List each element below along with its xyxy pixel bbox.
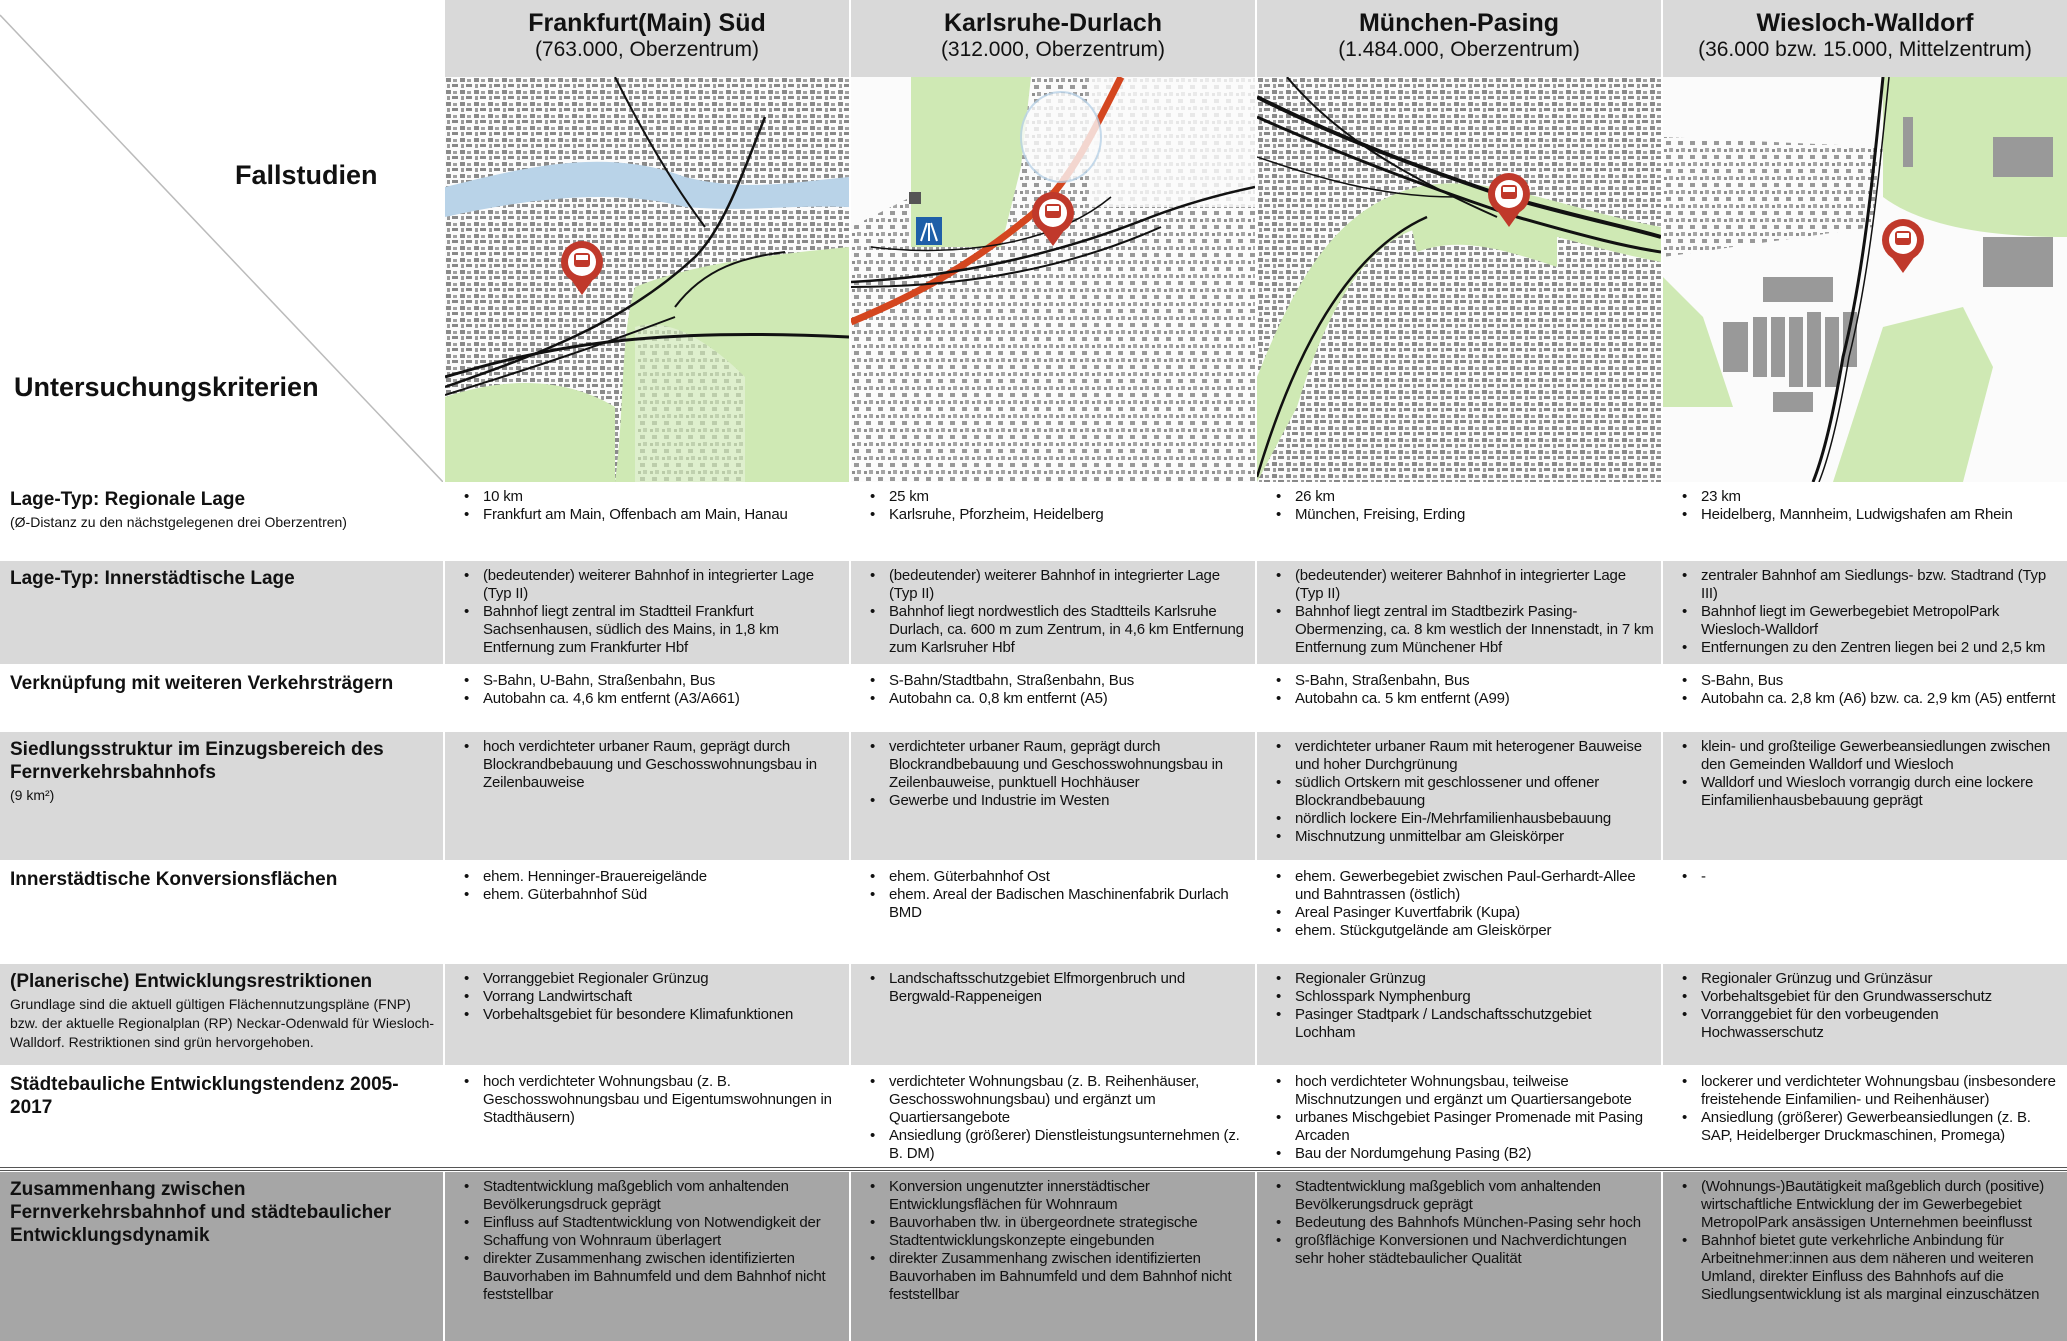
- bullet-item: • Bau der Nordumgehung Pasing (B2): [1295, 1145, 1655, 1163]
- bullet-list: [1267, 672, 1655, 708]
- bullet-item: • hoch verdichteter Wohnungsbau, teilweise Mischnutzungen und ergänzt um Quartiersangebote: [1295, 1073, 1655, 1109]
- bullet-list: [1673, 970, 2061, 1042]
- bullet-item: • Vorrang Landwirtschaft: [483, 988, 843, 1006]
- case-value-cell: [445, 732, 849, 860]
- bullet-item: • großflächige Konversionen und Nachverdichtungen sehr hoher städtebaulicher Qualität: [1295, 1232, 1655, 1268]
- case-value-cell: [1663, 862, 2067, 962]
- bullet-item: • S-Bahn, Straßenbahn, Bus: [1295, 672, 1655, 690]
- bullet-item: • S-Bahn/Stadtbahn, Straßenbahn, Bus: [889, 672, 1249, 690]
- case-value-cell: [851, 482, 1255, 559]
- case-value-cell: [1257, 732, 1661, 860]
- bullet-list: [1267, 1178, 1655, 1268]
- bullet-list: [861, 567, 1249, 657]
- map-wiesloch: [1663, 77, 2067, 482]
- case-value-cell: [1663, 482, 2067, 559]
- bullet-item: • Einfluss auf Stadtentwicklung von Notwendigkeit der Schaffung von Wohnraum überlagert: [483, 1214, 843, 1250]
- criteria-row: [0, 732, 2067, 860]
- case-value-cell: [1257, 482, 1661, 559]
- bullet-item: • ehem. Henninger-Brauereigelände: [483, 868, 843, 886]
- bullet-item: • hoch verdichteter urbaner Raum, geprägt durch Blockrandbebauung und Geschosswohnungsbau in Zeilenbauweise: [483, 738, 843, 792]
- case-value-cell: [851, 862, 1255, 962]
- criterion-title: Zusammenhang zwischen Fernverkehrsbahnhof und städtebaulicher Entwicklungsdynamik: [10, 1179, 392, 1246]
- bullet-item: • verdichteter urbaner Raum mit heterogener Bauweise und hoher Durchgrünung: [1295, 738, 1655, 774]
- bullet-item: • hoch verdichteter Wohnungsbau (z. B. Geschosswohnungsbau und Eigentumswohnungen in Stadthäusern): [483, 1073, 843, 1127]
- case-value-cell: [1663, 964, 2067, 1065]
- criterion-title: Lage-Typ: Innerstädtische Lage: [10, 568, 295, 589]
- bullet-list: [861, 672, 1249, 708]
- case-value-cell: [1663, 561, 2067, 664]
- bullet-item: • direkter Zusammenhang zwischen identifizierten Bauvorhaben im Bahnumfeld und dem Bahnhof nicht feststellbar: [483, 1250, 843, 1304]
- case-value-cell: [851, 1172, 1255, 1341]
- bullet-item: • (bedeutender) weiterer Bahnhof in integrierter Lage (Typ II): [483, 567, 843, 603]
- bullet-list: [1673, 567, 2061, 657]
- case-value-cell: [445, 482, 849, 559]
- criterion-label-cell: [0, 666, 443, 730]
- criterion-note: (9 km²): [10, 787, 55, 803]
- bullet-item: • Schlosspark Nymphenburg: [1295, 988, 1655, 1006]
- bullet-item: • verdichteter Wohnungsbau (z. B. Reihenhäuser, Geschosswohnungsbau) und ergänzt um Quartiersangebote: [889, 1073, 1249, 1127]
- bullet-item: • Bahnhof bietet gute verkehrliche Anbindung für Arbeitnehmer:innen aus dem näheren und weiteren Umland, direkter Einfluss des Bahnhofs auf die Siedlungsentwicklung ist als marginal einzuschätzen: [1701, 1232, 2061, 1304]
- bullet-item: • Konversion ungenutzter innerstädtischer Entwicklungsflächen für Wohnraum: [889, 1178, 1249, 1214]
- bullet-item: • Stadtentwicklung maßgeblich vom anhaltenden Bevölkerungsdruck geprägt: [483, 1178, 843, 1214]
- case-value-cell: [1663, 1067, 2067, 1167]
- bullet-item: • -: [1701, 868, 2061, 886]
- bullet-item: • zentraler Bahnhof am Siedlungs- bzw. Stadtrand (Typ III): [1701, 567, 2061, 603]
- case-studies-label: Fallstudien: [235, 160, 378, 190]
- bullet-item: • Autobahn ca. 4,6 km entfernt (A3/A661): [483, 690, 843, 708]
- bullet-item: • (Wohnungs-)Bautätigkeit maßgeblich durch (positive) wirtschaftliche Entwicklung der im Gewerbegebiet MetropolPark ansässigen Unternehmen beeinflusst: [1701, 1178, 2061, 1232]
- bullet-item: • Regionaler Grünzug und Grünzäsur: [1701, 970, 2061, 988]
- criterion-note: Grundlage sind die aktuell gültigen Flächennutzungspläne (FNP) bzw. der aktuelle Regionalplan (RP) Neckar-Odenwald für Wiesloch-Walldorf. Restriktionen sind grün hervorgehoben.: [10, 996, 435, 1050]
- bullet-item: • Regionaler Grünzug: [1295, 970, 1655, 988]
- bullet-item: • Frankfurt am Main, Offenbach am Main, Hanau: [483, 506, 843, 524]
- bullet-item: • Heidelberg, Mannheim, Ludwigshafen am Rhein: [1701, 506, 2061, 524]
- case-value-cell: [1257, 1067, 1661, 1167]
- bullet-list: [1267, 567, 1655, 657]
- case-header-karlsruhe: [851, 0, 1255, 77]
- bullet-item: • Bedeutung des Bahnhofs München-Pasing sehr hoch: [1295, 1214, 1655, 1232]
- bullet-item: • lockerer und verdichteter Wohnungsbau (insbesondere freistehende Einfamilien- und Reihenhäuser): [1701, 1073, 2061, 1109]
- corner-diagonal: [0, 0, 443, 482]
- motorway-sign-icon: [916, 217, 942, 245]
- bullet-item: • Bahnhof liegt im Gewerbegebiet MetropolPark Wiesloch-Walldorf: [1701, 603, 2061, 639]
- case-value-cell: [1663, 1172, 2067, 1341]
- case-header-frankfurt: [445, 0, 849, 77]
- bullet-item: • Walldorf und Wiesloch vorrangig durch eine lockere Einfamilienhausbebauung geprägt: [1701, 774, 2061, 810]
- bullet-item: • Autobahn ca. 5 km entfernt (A99): [1295, 690, 1655, 708]
- criterion-note: (Ø-Distanz zu den nächstgelegenen drei Oberzentren): [10, 514, 347, 530]
- bullet-list: [861, 1178, 1249, 1304]
- bullet-item: • 25 km: [889, 488, 1249, 506]
- bullet-item: • 26 km: [1295, 488, 1655, 506]
- bullet-item: • Areal Pasinger Kuvertfabrik (Kupa): [1295, 904, 1655, 922]
- bullet-list: [1673, 1178, 2061, 1304]
- bullet-list: [455, 970, 843, 1024]
- bullet-list: [1673, 738, 2061, 810]
- case-title: Karlsruhe-Durlach: [943, 9, 1163, 37]
- case-title: Wiesloch-Walldorf: [1756, 9, 1974, 37]
- bullet-item: • München, Freising, Erding: [1295, 506, 1655, 524]
- bullet-list: [1267, 1073, 1655, 1163]
- bullet-item: • Karlsruhe, Pforzheim, Heidelberg: [889, 506, 1249, 524]
- case-subtitle: (1.484.000, Oberzentrum): [1338, 38, 1580, 61]
- case-value-cell: [1257, 1172, 1661, 1341]
- case-header-muenchen: [1257, 0, 1661, 77]
- bullet-item: • Stadtentwicklung maßgeblich vom anhaltenden Bevölkerungsdruck geprägt: [1295, 1178, 1655, 1214]
- criterion-title: (Planerische) Entwicklungsrestriktionen: [10, 971, 373, 992]
- bullet-list: [1673, 488, 2061, 524]
- bullet-list: [455, 672, 843, 708]
- bullet-list: [1267, 738, 1655, 846]
- bullet-item: • urbanes Mischgebiet Pasinger Promenade mit Pasing Arcaden: [1295, 1109, 1655, 1145]
- bullet-item: • Vorranggebiet für den vorbeugenden Hochwasserschutz: [1701, 1006, 2061, 1042]
- case-value-cell: [445, 964, 849, 1065]
- case-value-cell: [445, 561, 849, 664]
- map-muenchen: [1257, 77, 1661, 482]
- bullet-item: • Pasinger Stadtpark / Landschaftsschutzgebiet Lochham: [1295, 1006, 1655, 1042]
- criterion-label-cell: [0, 561, 443, 664]
- case-value-cell: [851, 666, 1255, 730]
- case-value-cell: [445, 666, 849, 730]
- bullet-item: • verdichteter urbaner Raum, geprägt durch Blockrandbebauung und Geschosswohnungsbau in Zeilenbauweise, punktuell Hochhäuser: [889, 738, 1249, 792]
- case-value-cell: [445, 862, 849, 962]
- bullet-list: [1673, 1073, 2061, 1145]
- bullet-item: • Vorbehaltsgebiet für besondere Klimafunktionen: [483, 1006, 843, 1024]
- criterion-label-cell: [0, 1067, 443, 1167]
- criterion-label-cell: [0, 862, 443, 962]
- bullet-item: • direkter Zusammenhang zwischen identifizierten Bauvorhaben im Bahnumfeld und dem Bahnhof nicht feststellbar: [889, 1250, 1249, 1304]
- bullet-list: [861, 488, 1249, 524]
- bullet-item: • ehem. Güterbahnhof Süd: [483, 886, 843, 904]
- bullet-item: • 23 km: [1701, 488, 2061, 506]
- criteria-row: [0, 666, 2067, 730]
- criterion-label-cell: [0, 964, 443, 1065]
- case-value-cell: [851, 732, 1255, 860]
- bullet-list: [1267, 970, 1655, 1042]
- bullet-item: • ehem. Stückgutgelände am Gleiskörper: [1295, 922, 1655, 940]
- bullet-item: • ehem. Areal der Badischen Maschinenfabrik Durlach BMD: [889, 886, 1249, 922]
- case-value-cell: [445, 1067, 849, 1167]
- criterion-label-cell: [0, 732, 443, 860]
- criteria-row: [0, 561, 2067, 664]
- criteria-row: [0, 964, 2067, 1065]
- criterion-title: Städtebauliche Entwicklungstendenz 2005-2017: [10, 1074, 399, 1118]
- case-subtitle: (763.000, Oberzentrum): [534, 38, 760, 61]
- bullet-item: • ehem. Gewerbegebiet zwischen Paul-Gerhardt-Allee und Bahntrassen (östlich): [1295, 868, 1655, 904]
- case-value-cell: [851, 964, 1255, 1065]
- bullet-list: [455, 738, 843, 792]
- map-karlsruhe: [851, 77, 1255, 482]
- bullet-item: • südlich Ortskern mit geschlossener und offener Blockrandbebauung: [1295, 774, 1655, 810]
- case-value-cell: [1257, 862, 1661, 962]
- bullet-item: • Bahnhof liegt zentral im Stadtbezirk Pasing-Obermenzing, ca. 8 km westlich der Innenstadt, in 7 km Entfernung zum Münchener Hbf: [1295, 603, 1655, 657]
- bullet-list: [861, 868, 1249, 922]
- criteria-row: [0, 482, 2067, 559]
- bullet-list: [455, 1178, 843, 1304]
- case-title: Frankfurt(Main) Süd: [528, 9, 766, 37]
- criteria-row: [0, 862, 2067, 962]
- bullet-item: • Ansiedlung (größerer) Gewerbeansiedlungen (z. B. SAP, Heidelberger Druckmaschinen, Promega): [1701, 1109, 2061, 1145]
- bullet-list: [455, 868, 843, 904]
- case-value-cell: [445, 1172, 849, 1341]
- bullet-item: • Bauvorhaben tlw. in übergeordnete strategische Stadtentwicklungskonzepte eingebunden: [889, 1214, 1249, 1250]
- case-value-cell: [1257, 964, 1661, 1065]
- map-frankfurt: [445, 77, 849, 482]
- bullet-list: [1673, 868, 2061, 886]
- case-value-cell: [1257, 666, 1661, 730]
- bullet-item: • Bahnhof liegt zentral im Stadtteil Frankfurt Sachsenhausen, südlich des Mains, in 1,8 km Entfernung zum Frankfurter Hbf: [483, 603, 843, 657]
- bullet-item: • klein- und großteilige Gewerbeansiedlungen zwischen den Gemeinden Walldorf und Wiesloch: [1701, 738, 2061, 774]
- criterion-title: Lage-Typ: Regionale Lage: [10, 489, 246, 510]
- bullet-item: • (bedeutender) weiterer Bahnhof in integrierter Lage (Typ II): [889, 567, 1249, 603]
- bullet-list: [455, 1073, 843, 1127]
- criterion-title: Innerstädtische Konversionsflächen: [10, 869, 338, 890]
- divider: [0, 1170, 2067, 1171]
- bullet-item: • Landschaftsschutzgebiet Elfmorgenbruch und Bergwald-Rappeneigen: [889, 970, 1249, 1006]
- bullet-item: • S-Bahn, U-Bahn, Straßenbahn, Bus: [483, 672, 843, 690]
- bullet-item: • (bedeutender) weiterer Bahnhof in integrierter Lage (Typ II): [1295, 567, 1655, 603]
- case-value-cell: [851, 1067, 1255, 1167]
- bullet-list: [455, 567, 843, 657]
- bullet-list: [861, 738, 1249, 810]
- case-value-cell: [851, 561, 1255, 664]
- bullet-item: • S-Bahn, Bus: [1701, 672, 2061, 690]
- case-value-cell: [1663, 732, 2067, 860]
- bullet-item: • Bahnhof liegt nordwestlich des Stadtteils Karlsruhe Durlach, ca. 600 m zum Zentrum, in 4,6 km Entfernung zum Karlsruher Hbf: [889, 603, 1249, 657]
- case-subtitle: (36.000 bzw. 15.000, Mittelzentrum): [1698, 38, 2032, 61]
- criteria-row: [0, 1067, 2067, 1167]
- bullet-item: • Entfernungen zu den Zentren liegen bei 2 und 2,5 km: [1701, 639, 2061, 657]
- criterion-label-cell: [0, 1172, 443, 1341]
- case-value-cell: [1257, 561, 1661, 664]
- bullet-list: [1267, 488, 1655, 524]
- case-value-cell: [1663, 666, 2067, 730]
- case-title: München-Pasing: [1358, 9, 1559, 37]
- bullet-item: • Ansiedlung (größerer) Dienstleistungsunternehmen (z. B. DM): [889, 1127, 1249, 1163]
- bullet-item: • Mischnutzung unmittelbar am Gleiskörper: [1295, 828, 1655, 846]
- criterion-label-cell: [0, 482, 443, 559]
- bullet-list: [861, 1073, 1249, 1163]
- bullet-item: • Autobahn ca. 0,8 km entfernt (A5): [889, 690, 1249, 708]
- bullet-item: • Vorranggebiet Regionaler Grünzug: [483, 970, 843, 988]
- bullet-item: • nördlich lockere Ein-/Mehrfamilienhausbebauung: [1295, 810, 1655, 828]
- bullet-list: [1267, 868, 1655, 940]
- bullet-list: [861, 970, 1249, 1006]
- bullet-item: • 10 km: [483, 488, 843, 506]
- bullet-list: [1673, 672, 2061, 708]
- criterion-title: Siedlungsstruktur im Einzugsbereich des Fernverkehrsbahnhofs: [10, 739, 384, 783]
- bullet-item: • ehem. Güterbahnhof Ost: [889, 868, 1249, 886]
- case-header-wiesloch: [1663, 0, 2067, 77]
- case-subtitle: (312.000, Oberzentrum): [940, 38, 1166, 61]
- bullet-item: • Gewerbe und Industrie im Westen: [889, 792, 1249, 810]
- criteria-row: [0, 1172, 2067, 1341]
- criterion-title: Verknüpfung mit weiteren Verkehrsträgern: [10, 673, 394, 694]
- bullet-item: • Vorbehaltsgebiet für den Grundwasserschutz: [1701, 988, 2061, 1006]
- criteria-label: Untersuchungskriterien: [14, 372, 319, 402]
- bullet-list: [455, 488, 843, 524]
- bullet-item: • Autobahn ca. 2,8 km (A6) bzw. ca. 2,9 km (A5) entfernt: [1701, 690, 2061, 708]
- divider: [0, 1167, 2067, 1168]
